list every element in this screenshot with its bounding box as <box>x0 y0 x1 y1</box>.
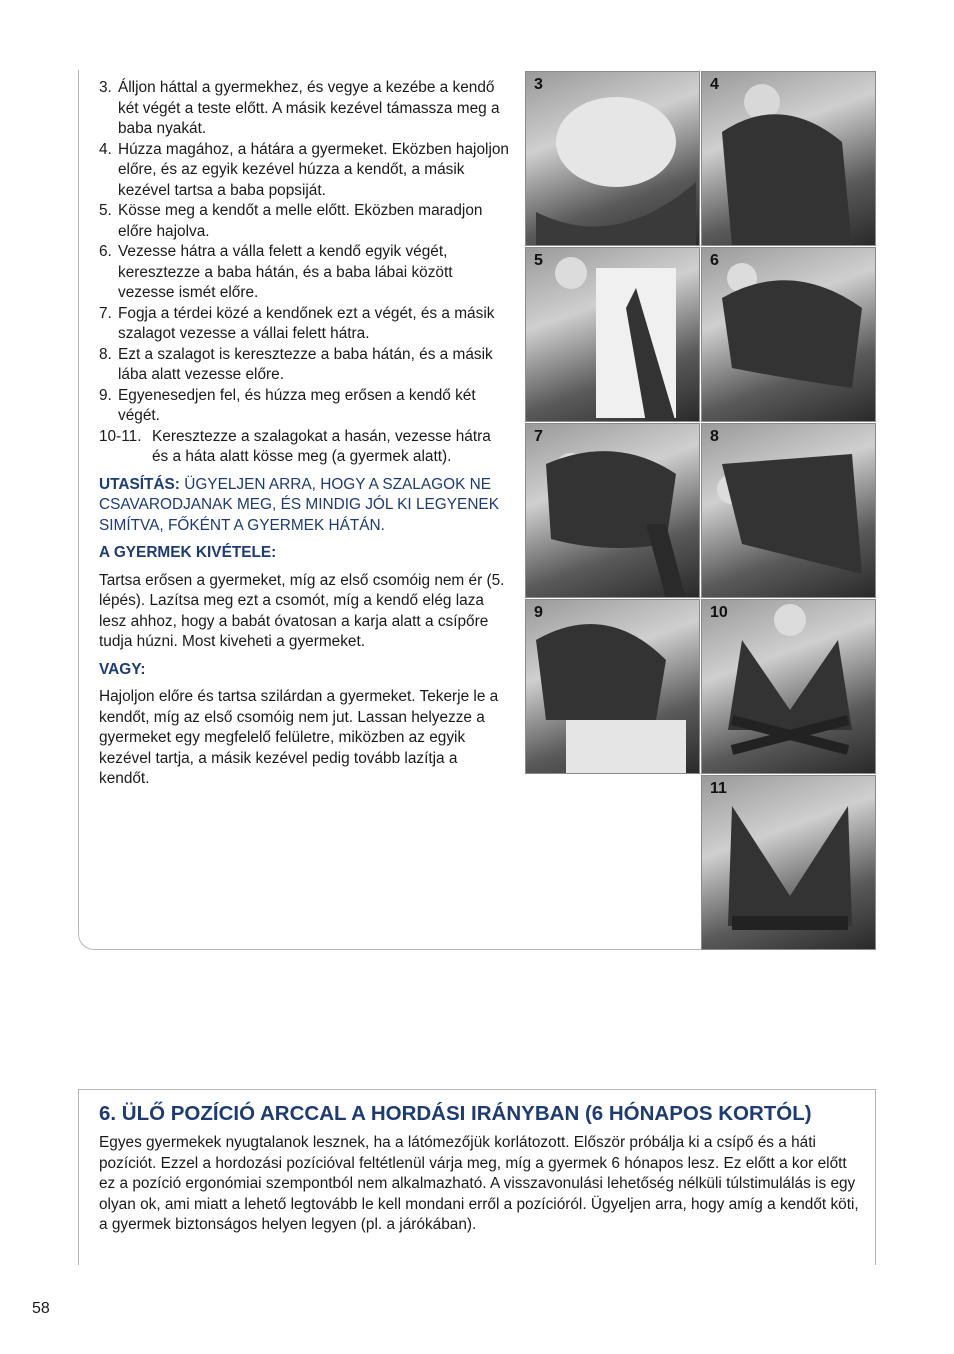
step-8 <box>99 345 509 386</box>
instruction-note <box>99 475 509 537</box>
step-photo-11 <box>701 775 876 950</box>
alternative-heading: VAGY: <box>99 660 146 678</box>
photo-illustration <box>702 600 876 774</box>
note-text: ÜGYELJEN ARRA, HOGY A SZALAGOK NE CSAVARODJANAK MEG, ÉS MINDIG JÓL KI LEGYENEK SIMÍTVA, FŐKÉNT A GYERMEK HÁTÁN. <box>99 475 499 534</box>
photo-illustration <box>702 424 876 598</box>
step-5 <box>99 201 509 242</box>
section-body: Egyes gyermekek nyugtalanok lesznek, ha a látómezőjük korlátozott. Először próbálja ki a csípő és a háti pozíciót. Ezzel a hordozási pozícióval feltétlenül várja meg, míg a gyermek 6 hónapos lesz. Ez előtt a kor előtt ez a pozíció ergonómiai szempontból nem alkalmazható. A visszavonulási lehetőség nélküli túlstimulálás is egy olyan ok, ami miatt a lehető legtovább le kell mondani erről a pozícióról. Ügyeljen arra, hogy amíg a kendőt köti, a gyermek biztonságos helyen legyen (pl. a járókában). <box>99 1134 859 1233</box>
step-number: 4. <box>99 140 112 158</box>
step-3 <box>99 78 509 140</box>
step-number: 5. <box>99 202 112 219</box>
photo-illustration <box>526 424 700 598</box>
step-text: Keresztezze a szalagokat a hasán, vezesse hátra és a háta alatt kösse meg (a gyermek alatt). <box>152 427 491 465</box>
photo-label: 6 <box>710 252 719 269</box>
step-text: Húzza magához, a hátára a gyermeket. Eközben hajoljon előre, és az egyik kezével húzza a kendőt, a másik kezével tartsa a baba popsiját. <box>118 140 509 199</box>
photo-illustration <box>702 776 876 950</box>
photo-label: 10 <box>710 604 728 621</box>
step-9 <box>99 386 509 427</box>
photo-label: 3 <box>534 76 543 93</box>
photo-illustration <box>702 248 876 422</box>
step-10-11 <box>99 427 509 468</box>
step-number: 8. <box>99 345 112 363</box>
section-title: 6. ÜLŐ POZÍCIÓ ARCCAL A HORDÁSI IRÁNYBAN (6 HÓNAPOS KORTÓL) <box>99 1102 812 1125</box>
step-text: Vezesse hátra a válla felett a kendő egyik végét, keresztezze a baba hátán, és a baba lábai között vezesse ismét előre. <box>118 243 453 301</box>
step-photo-5 <box>525 247 700 422</box>
photo-label: 7 <box>534 428 543 445</box>
photo-illustration <box>702 72 876 246</box>
step-text: Ezt a szalagot is keresztezze a baba hátán, és a másik lába alatt vezesse előre. <box>118 345 493 383</box>
step-text: Fogja a térdei közé a kendőnek ezt a végét, és a másik szalagot vezesse a vállai felett hátra. <box>118 304 495 342</box>
page-number: 58 <box>32 1300 50 1317</box>
step-number: 9. <box>99 386 112 404</box>
photo-label: 9 <box>534 604 543 621</box>
step-4 <box>99 140 509 202</box>
step-photo-6 <box>701 247 876 422</box>
step-6 <box>99 242 509 304</box>
photo-label: 4 <box>710 76 719 93</box>
step-text: Álljon háttal a gyermekhez, és vegye a kezébe a kendő két végét a teste előtt. A másik kezével támassza meg a baba nyakát. <box>118 79 500 137</box>
step-photo-3 <box>525 71 700 246</box>
step-photo-7 <box>525 423 700 598</box>
photo-illustration <box>526 248 700 422</box>
removal-heading: A GYERMEK KIVÉTELE: <box>99 544 277 561</box>
step-photo-9 <box>525 599 700 774</box>
step-text: Egyenesedjen fel, és húzza meg erősen a kendő két végét. <box>118 386 476 424</box>
alternative-text: Hajoljon előre és tartsa szilárdan a gyermeket. Tekerje le a kendőt, míg az első csomóig nem jut. Lassan helyezze a gyermeket egy megfelelő felületre, miközben az egyik kezével tartja, a másik kezével pedig tovább lazítja a kendőt. <box>99 688 499 787</box>
photo-label: 5 <box>534 252 543 269</box>
instruction-column <box>99 78 509 790</box>
step-text: Kösse meg a kendőt a melle előtt. Eközben maradjon előre hajolva. <box>118 202 483 240</box>
photo-illustration <box>526 600 700 774</box>
photo-illustration <box>526 72 700 246</box>
step-photo-10 <box>701 599 876 774</box>
note-label: UTASÍTÁS: <box>99 475 180 493</box>
step-number: 6. <box>99 243 112 260</box>
photo-label: 8 <box>710 428 719 445</box>
step-photo-8 <box>701 423 876 598</box>
step-number: 10-11. <box>99 427 142 445</box>
step-7 <box>99 304 509 345</box>
step-number: 7. <box>99 304 112 322</box>
step-number: 3. <box>99 79 112 96</box>
removal-text: Tartsa erősen a gyermeket, míg az első csomóig nem ér (5. lépés). Lazítsa meg ezt a csomót, míg a kendő elég laza lesz ahhoz, hogy a babát óvatosan a karja alatt a csípőre tudja húzni. Most kiveheti a gyermeket. <box>99 571 505 650</box>
photo-label: 11 <box>710 780 727 797</box>
step-photo-4 <box>701 71 876 246</box>
